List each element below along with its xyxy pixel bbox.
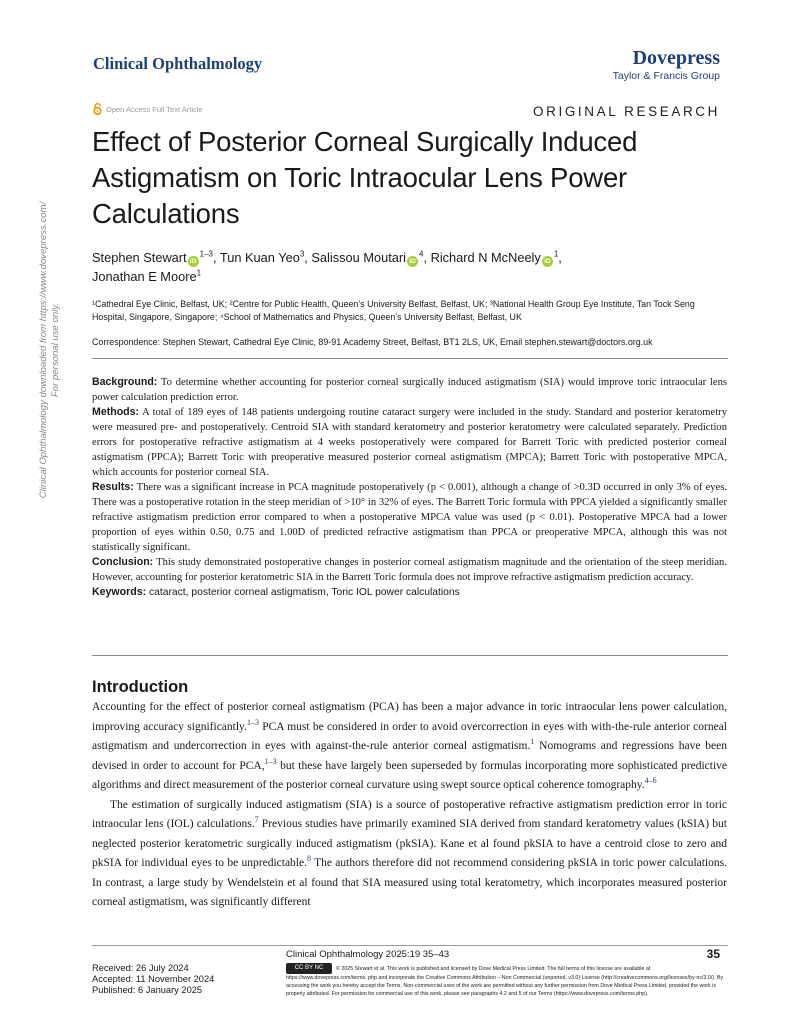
publisher-subtitle: Taylor & Francis Group <box>612 70 720 82</box>
article-title: Effect of Posterior Corneal Surgically Induced Astigmatism on Toric Intraocular Lens Power Calculations <box>92 126 638 229</box>
text: Nomograms and regressions have been devised in order to account for PCA, <box>92 740 727 772</box>
paragraph <box>92 796 727 913</box>
watermark-line: Clinical Ophthalmology downloaded from https://www.dovepress.com/ <box>38 201 49 499</box>
citation-ref[interactable]: 8 <box>306 854 311 864</box>
abstract-keywords <box>92 585 727 600</box>
orcid-icon[interactable]: iD <box>542 256 553 267</box>
divider <box>92 358 728 359</box>
section-text: To determine whether accounting for posterior corneal surgically induced astigmatism (SIA) would improve toric intraocular lens power calculation prediction error. <box>92 377 727 403</box>
open-access-lock-icon <box>93 103 102 115</box>
download-watermark <box>38 200 62 500</box>
author-separator: , <box>304 250 312 265</box>
text: Accounting for the effect of posterior corneal astigmatism (PCA) has been a major advance in toric intraocular lens power calculation, improving accuracy significantly. <box>92 701 727 733</box>
page-number: 35 <box>706 947 720 961</box>
text: The estimation of surgically induced astigmatism (SIA) is a source of postoperative refractive astigmatism prediction error in toric intraocular lens (IOL) calculations. <box>92 798 727 830</box>
text: but these have largely been superseded by formulas incorporating more sophisticated predictive algorithms and direct measurement of the posterior corneal curvature using swept source optical coherence tomography. <box>92 759 727 791</box>
affiliations: ¹Cathedral Eye Clinic, Belfast, UK; ²Centre for Public Health, Queen’s University Belfast, Belfast, UK; ³National Health Group Eye Institute, Tan Tock Seng Hospital, Singapore, Singapore; ⁴School of Mathematics and Physics, Queen’s University Belfast, Belfast, UK <box>92 299 695 322</box>
author-affiliation-ref: 3 <box>299 249 305 259</box>
abstract-conclusion <box>92 555 727 585</box>
published-date: Published: 6 January 2025 <box>92 985 203 995</box>
section-heading-introduction: Introduction <box>92 678 189 696</box>
open-access-line <box>93 103 203 115</box>
section-label: Background: <box>92 376 158 388</box>
citation-line: Clinical Ophthalmology 2025:19 35–43 <box>286 949 450 960</box>
divider <box>92 655 728 656</box>
citation-ref[interactable]: 1–3 <box>246 717 259 727</box>
author-name[interactable]: Richard N McNeely <box>430 250 541 265</box>
section-text: There was a significant increase in PCA magnitude postoperatively (p < 0.001), although a change of >0.3D occurred in only 3% of eyes. There was a postoperative rotation in the steep meridian of >10° in 32% of eyes. The Barrett Toric formula with PPCA yielded a significantly smaller refractive astigmatism prediction error compared to when a postoperative MPCA value was used (p < 0.01). Postoperative MPCA had a lower proportion of eyes within 0.50, 0.75 and 1.00D of predicted refractive astigmatism than PPCA or preoperative MPCA, although this was not statistically significant. <box>92 482 727 553</box>
text: PCA must be considered in order to avoid overcorrection in eyes with with-the-rule anterior corneal astigmatism and undercorrection in eyes with against-the-rule anterior corneal astigmatism. <box>92 720 727 752</box>
accepted-date: Accepted: 11 November 2024 <box>92 974 215 984</box>
publisher-name: Dovepress <box>632 47 720 69</box>
section-label: Conclusion: <box>92 556 154 568</box>
article-type: ORIGINAL RESEARCH <box>533 104 720 119</box>
citation-ref[interactable]: 7 <box>254 815 259 825</box>
abstract-background <box>92 375 727 405</box>
introduction-body <box>92 698 727 913</box>
section-text: This study demonstrated postoperative changes in posterior corneal astigmatism magnitude and the orientation of the steep meridian. However, accounting for posterior keratometric SIA in the Barrett Toric formula does not improve refractive astigmatism prediction accuracy. <box>92 557 727 583</box>
author-name[interactable]: Jonathan E Moore <box>92 269 197 284</box>
citation-ref[interactable]: 4–6 <box>644 776 657 786</box>
author-list <box>92 248 732 286</box>
received-date: Received: 26 July 2024 <box>92 963 189 973</box>
abstract <box>92 375 727 600</box>
footer-divider <box>92 945 728 946</box>
citation-ref[interactable]: 1–3 <box>264 756 277 766</box>
text: Previous studies have primarily examined SIA derived from standard keratometry values (kSIA) but neglected posterior keratometric surgically induced astigmatism (pkSIA). Kane et al found pkSIA to have a centroid close to zero and pkSIA for individual eyes to be unpredictable. <box>92 818 727 869</box>
watermark-line: For personal use only. <box>50 302 61 398</box>
author-separator: , <box>423 250 431 265</box>
abstract-results <box>92 480 727 555</box>
section-label: Results: <box>92 481 134 493</box>
correspondence: Correspondence: Stephen Stewart, Cathedral Eye Clinic, 89-91 Academy Street, Belfast, BT1 2LS, UK, Email stephen.stewart@doctors.org.uk <box>92 337 653 347</box>
paragraph <box>92 698 727 796</box>
section-label: Methods: <box>92 406 140 418</box>
author-affiliation-ref: 1–3 <box>199 249 213 259</box>
author-separator: , <box>558 250 562 265</box>
open-access-label: Open Access Full Text Article <box>106 104 203 114</box>
publisher-logo[interactable] <box>613 48 720 82</box>
text: The authors therefore did not recommend considering pkSIA in toric power calculations. In contrast, a large study by Wendelstein et al found that SIA measured using total keratometry, which incorporates measured posterior corneal astigmatism, was significantly different <box>92 857 727 908</box>
cc-license-icon[interactable]: CC BY NC <box>286 963 332 974</box>
author-name[interactable]: Salissou Moutari <box>311 250 406 265</box>
abstract-methods <box>92 405 727 480</box>
license-text <box>286 963 728 998</box>
section-label: Keywords: <box>92 586 147 598</box>
author-affiliation-ref: 4 <box>419 249 424 259</box>
author-name[interactable]: Tun Kuan Yeo <box>219 250 300 265</box>
license-body: © 2025 Stewart et al. This work is published and licensed by Dove Medical Press Limited. The full terms of this license are available at https://www.dovepress.com/terms. php and incorporate the Creative Commons Attribution – Non Commercial (unported, v3.0) License (http://creativecommons.org/licenses/by-nc/3.0/). By accessing the work you hereby accept the Terms. Non-commercial uses of the work are permitted without any further permission from Dove Medical Press Limited, provided the work is properly attributed. For permission for commercial use of this work, please see paragraphs 4.2 and 5 of our Terms (https://www.dovepress.com/terms.php). <box>286 965 724 998</box>
author-name[interactable]: Stephen Stewart <box>92 250 187 265</box>
author-affiliation-ref: 1 <box>196 268 202 278</box>
author-separator: , <box>212 250 220 265</box>
section-text: A total of 189 eyes of 148 patients undergoing routine cataract surgery were included in the study. Standard and posterior keratometry were measured pre- and postoperatively. Centroid SIA with standard keratometry and posterior keratometry were calculated separately. Prediction errors for postoperative refractive astigmatism at 4 weeks postoperatively were compared for Barrett Toric with predicted posterior corneal astigmatism (PPCA); Barrett Toric with preoperative measured posterior corneal astigmatism (MPCA); Barrett Toric with postoperative MPCA, which accounts for posterior corneal SIA. <box>92 407 727 478</box>
article-dates <box>92 963 214 996</box>
orcid-icon[interactable]: iD <box>188 256 199 267</box>
citation-ref[interactable]: 1 <box>530 737 535 747</box>
journal-name[interactable]: Clinical Ophthalmology <box>93 54 263 73</box>
keywords: cataract, posterior corneal astigmatism, Toric IOL power calculations <box>146 587 460 598</box>
orcid-icon[interactable]: iD <box>407 256 418 267</box>
author-affiliation-ref: 1 <box>553 249 559 259</box>
